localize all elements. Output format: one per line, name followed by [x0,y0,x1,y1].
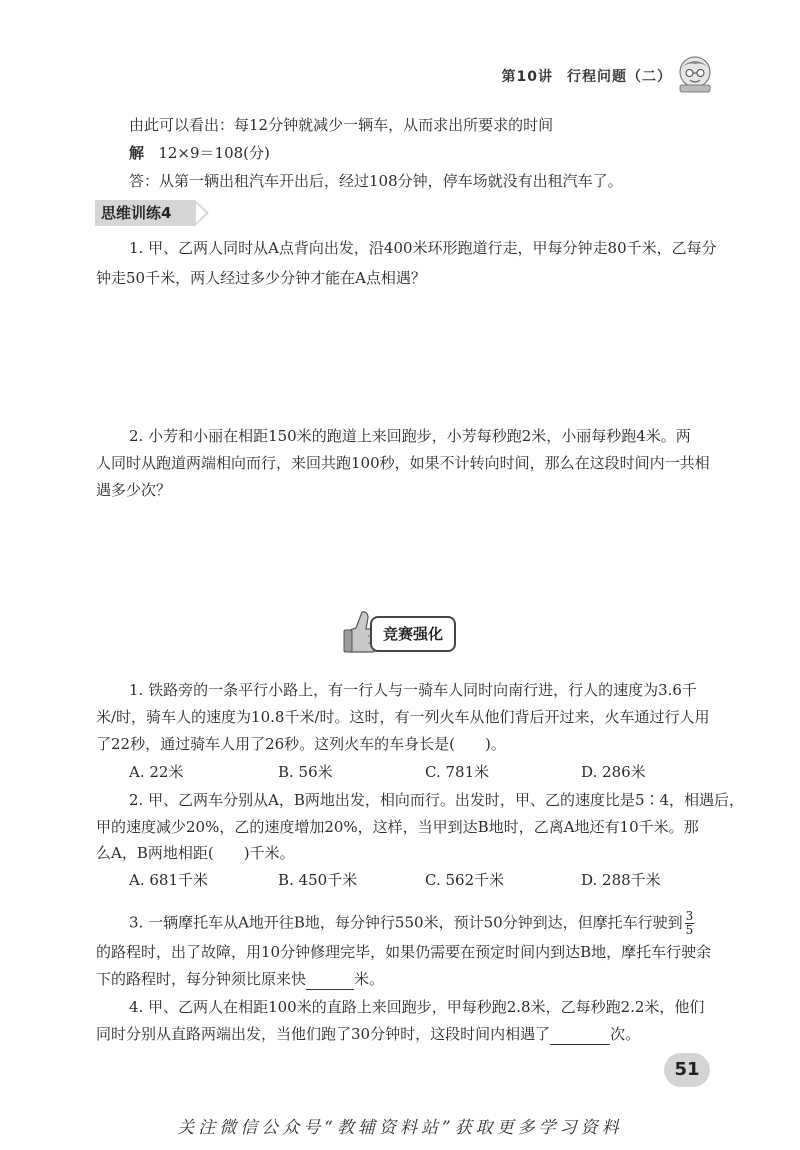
problem-1-line-3: 了22秒，通过骑车人用了26秒。这列火车的车身长是( )。 [96,735,506,753]
solution-expression: 12×9＝108(分) [158,144,270,162]
section-label-competition: 竞赛强化 [370,616,456,652]
solution-label: 解 [129,144,145,162]
section-label-training: 思维训练4 [95,200,195,226]
question-1-line-2: 钟走50千米，两人经过多少分钟才能在A点相遇？ [96,269,426,287]
problem-1-line-1: 1. 铁路旁的一条平行小路上，有一行人与一骑车人同时向南行进，行人的速度为3.6千 [129,681,697,699]
problem-2-option-a: A. 681千米 [129,871,208,889]
answer-blank [306,969,354,990]
chapter-title: 行程问题（二） [567,69,672,85]
problem-1-option-c: C. 781米 [425,763,490,781]
problem-1-option-d: D. 286米 [581,763,646,781]
problem-2-line-1: 2. 甲、乙两车分别从A，B两地出发，相向而行。出发时，甲、乙的速度比是5∶4，相遇后， [129,791,745,809]
answer-line: 答：从第一辆出租汽车开出后，经过108分钟，停车场就没有出租汽车了。 [129,172,623,190]
problem-3-line-3: 下的路程时，每分钟须比原来快 米。 [96,970,385,988]
problem-3-line-2: 的路程时，出了故障，用10分钟修理完毕，如果仍需要在预定时间内到达B地，摩托车行驶余 [96,943,712,961]
problem-4-line-1: 4. 甲、乙两人在相距100米的直路上来回跑步，甲每秒跑2.8米，乙每秒跑2.2米，他们 [129,998,705,1016]
competition-section-header [342,606,454,658]
problem-1-option-a: A. 22米 [129,763,184,781]
problem-2-line-3: 么A，B两地相距( )千米。 [96,844,295,862]
problem-3-line-1: 3. 一辆摩托车从A地开往B地，每分钟行550米，预计50分钟到达，但摩托车行驶到 $\frac{3}{5}$ [129,909,694,937]
solution-line [129,143,270,163]
footer-note: 关注微信公众号“教辅资料站”获取更多学习资料 [177,1118,623,1138]
problem-2-option-b: B. 450千米 [278,871,358,889]
question-2-line-2: 人同时从跑道两端相向而行，来回共跑100秒，如果不计转向时间，那么在这段时间内一共相 [96,454,710,472]
question-2-line-3: 遇多少次？ [96,481,172,499]
problem-1-line-2: 米/时，骑车人的速度为10.8千米/时。这时，有一列火车从他们背后开过来，火车通过行人用 [96,708,710,726]
problem-2-option-d: D. 288千米 [581,871,661,889]
problem-2-option-c: C. 562千米 [425,871,505,889]
problem-2-line-2: 甲的速度减少20%，乙的速度增加20%，这样，当甲到达B地时，乙离A地还有10千米。那 [96,818,699,836]
problem-1-option-b: B. 56米 [278,763,333,781]
lecture-number: 第10讲 [501,69,553,85]
page-number: 51 [664,1053,710,1087]
chapter-header [502,66,672,86]
mascot-icon [674,52,716,94]
fraction: $\frac{3}{5}$ [685,909,694,937]
intro-line: 由此可以看出：每12分钟就减少一辆车，从而求出所要求的时间 [129,116,554,134]
question-1-line-1: 1. 甲、乙两人同时从A点背向出发，沿400米环形跑道行走，甲每分钟走80千米，乙每分 [129,239,717,257]
question-2-line-1: 2. 小芳和小丽在相距150米的跑道上来回跑步，小芳每秒跑2米，小丽每秒跑4米。两 [129,427,691,445]
answer-blank [550,1024,610,1045]
problem-4-line-2: 同时分别从直路两端出发，当他们跑了30分钟时，这段时间内相遇了 次。 [96,1025,641,1043]
